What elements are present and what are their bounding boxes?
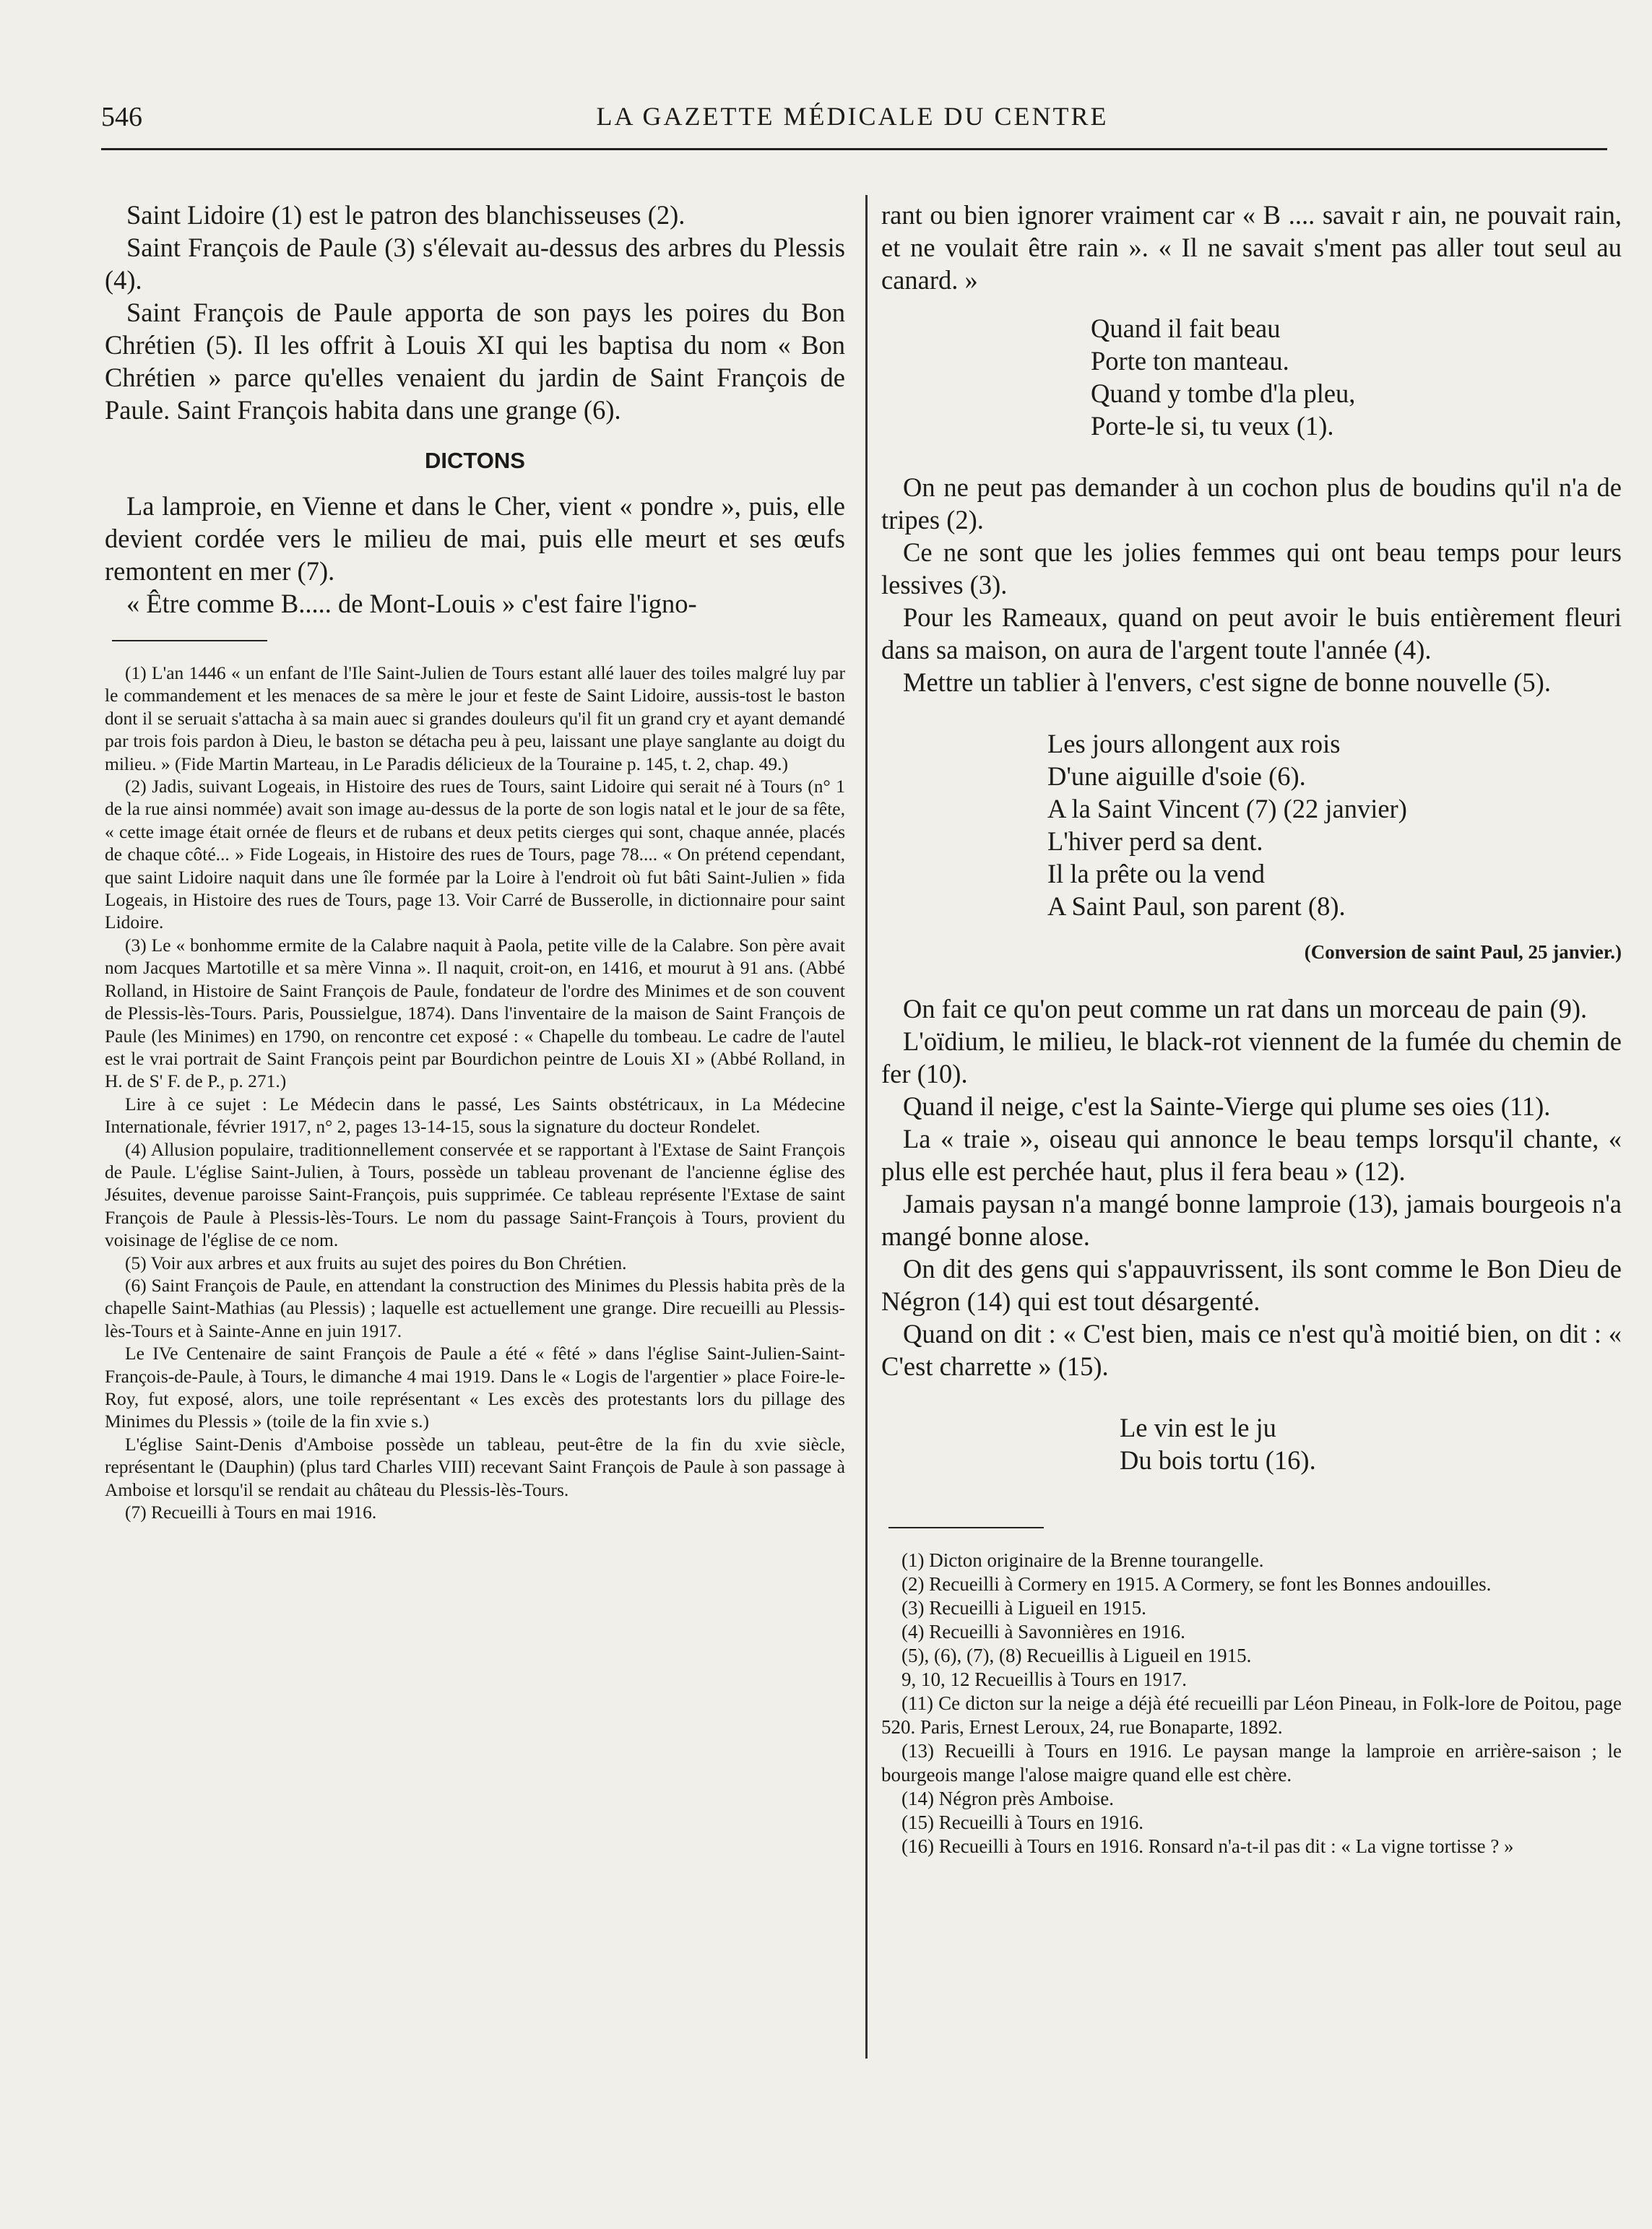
footnote: (2) Jadis, suivant Logeais, in Histoire des rues de Tours, saint Lidoire qui serait né à Tours (n° 1 de la rue ainsi nommée) avait son image au-dessus de la porte de son logis natal et le jour de sa fête, « cette image était ornée de fleurs et de rubans et deux petits cierges qui sont, chaque année, placés de chaque côté... » Fide Logeais, in Histoire des rues de Tours, page 78.... « On prétend cependant, que saint Lidoire naquit dans une île formée par la Loire à l'endroit où fut bâti Saint-Julien » fida Logeais, in Histoire des rues de Tours, page 13. Voir Carré de Busserolle, in dictionnaire pour saint Lidoire. bbox=[105, 776, 845, 933]
verse-line: Le vin est le ju bbox=[1120, 1413, 1276, 1442]
verse-line: Quand il fait beau bbox=[1091, 313, 1281, 343]
verse-line: A Saint Paul, son parent (8). bbox=[1047, 891, 1346, 921]
footnote-rule bbox=[888, 1527, 1044, 1528]
verse-line: D'une aiguille d'soie (6). bbox=[1047, 761, 1306, 791]
body-paragraph: Saint Lidoire (1) est le patron des blanchisseuses (2). bbox=[126, 200, 686, 230]
footnote: 9, 10, 12 Recueillis à Tours en 1917. bbox=[901, 1668, 1188, 1690]
page-number: 546 bbox=[101, 102, 142, 132]
verse-line: Du bois tortu (16). bbox=[1120, 1445, 1316, 1475]
footnote: (3) Le « bonhomme ermite de la Calabre naquit à Paola, petite ville de la Calabre. Son père avait nom Jacques Martotille et sa mère Vinna ». Il naquit, croit-on, en 1416, et mourut à 91 ans. (Abbé Rolland, in Histoire de Saint François de Paule, fondateur de l'ordre des Minimes et de son couvent de Plessis-lès-Tours. Paris, Poussielgue, 1874). Dans l'inventaire de la maison de Saint François de Paule (les Minimes) en 1790, on rencontre cet exposé : « Chapelle du tombeau. Le cadre de l'autel est le vrai portrait de Saint François peint par Bourdichon peintre de Louis XI » (Abbé Rolland, in H. de S' F. de P., p. 271.) bbox=[105, 934, 845, 1092]
dicton-paragraph: Quand il neige, c'est la Sainte-Vierge qui plume ses oies (11). bbox=[903, 1091, 1551, 1121]
running-title: LA GAZETTE MÉDICALE DU CENTRE bbox=[596, 102, 1109, 131]
dicton-paragraph: Mettre un tablier à l'envers, c'est signe de bonne nouvelle (5). bbox=[903, 667, 1551, 697]
footnote: (4) Recueilli à Savonnières en 1916. bbox=[901, 1621, 1185, 1642]
footnote: Le IVe Centenaire de saint François de Paule a été « fêté » dans l'église Saint-Julien-Saint-François-de-Paule, à Tours, le dimanche 4 mai 1919. Dans le « Logis de l'argentier » place Foire-le-Roy, fut exposé, alors, une toile représentant « Les excès des protestants lors du pillage des Minimes du Plessis » (toile de la fin xvie s.) bbox=[105, 1343, 845, 1432]
verse-line: Porte-le si, tu veux (1). bbox=[1091, 411, 1334, 441]
section-title: DICTONS bbox=[425, 448, 525, 473]
body-paragraph: Saint François de Paule apporta de son pays les poires du Bon Chrétien (5). Il les offrit à Louis XI qui les baptisa du nom « Bon Chrétien » parce qu'elles venaient du jardin de Saint François de Paule. Saint François habita dans une grange (6). bbox=[105, 298, 845, 425]
verse-line: A la Saint Vincent (7) (22 janvier) bbox=[1047, 794, 1407, 823]
footnote: Lire à ce sujet : Le Médecin dans le passé, Les Saints obstétricaux, in La Médecine Internationale, février 1917, n° 2, pages 13-14-15, sous la signature du docteur Rondelet. bbox=[105, 1093, 845, 1138]
dicton-paragraph: On dit des gens qui s'appauvrissent, ils sont comme le Bon Dieu de Négron (14) qui est tout désargenté. bbox=[881, 1254, 1622, 1316]
verse-line: Porte ton manteau. bbox=[1091, 346, 1289, 376]
page-header bbox=[94, 101, 1611, 137]
dicton-paragraph: La « traie », oiseau qui annonce le beau temps lorsqu'il chante, « plus elle est perchée haut, plus il fera beau » (12). bbox=[881, 1124, 1622, 1186]
dicton-paragraph: L'oïdium, le milieu, le black-rot viennent de la fumée du chemin de fer (10). bbox=[881, 1026, 1622, 1088]
header-rule bbox=[101, 148, 1607, 150]
dicton-paragraph: On fait ce qu'on peut comme un rat dans un morceau de pain (9). bbox=[903, 994, 1588, 1023]
body-paragraph: Saint François de Paule (3) s'élevait au-dessus des arbres du Plessis (4). bbox=[105, 233, 845, 295]
footnote: (13) Recueilli à Tours en 1916. Le paysan mange la lamproie en arrière-saison ; le bourgeois mange l'alose maigre quand elle est chère. bbox=[881, 1740, 1622, 1786]
footnote: (1) L'an 1446 « un enfant de l'Ile Saint-Julien de Tours estant allé lauer des toiles malgré luy par le commandement et les menaces de sa mère le jour et feste de Saint Lidoire, aussis-tost le baston dont il se seruait s'attacha à sa main auec si grandes douleurs qu'il fit un grand cry et ayant demandé par trois fois pardon à Dieu, le baston se détacha peu à peu, laissant une playe sanglante au doigt du milieu. » (Fide Martin Marteau, in Le Paradis délicieux de la Touraine p. 145, t. 2, chap. 49.) bbox=[105, 662, 845, 774]
body-paragraph: rant ou bien ignorer vraiment car « B .... savait r ain, ne pouvait rain, et ne voulait être rain ». « Il ne savait s'ment pas aller tout seul au canard. » bbox=[881, 200, 1622, 295]
footnote-rule bbox=[112, 640, 267, 641]
verse-line: Quand y tombe d'la pleu, bbox=[1091, 378, 1356, 408]
footnote: (16) Recueilli à Tours en 1916. Ronsard n'a-t-il pas dit : « La vigne tortisse ? » bbox=[901, 1835, 1514, 1857]
dicton-paragraph: Jamais paysan n'a mangé bonne lamproie (13), jamais bourgeois n'a mangé bonne alose. bbox=[881, 1189, 1622, 1251]
footnote: (7) Recueilli à Tours en mai 1916. bbox=[125, 1502, 377, 1523]
dicton-paragraph: Pour les Rameaux, quand on peut avoir le buis entièrement fleuri dans sa maison, on aura de l'argent toute l'année (4). bbox=[881, 602, 1622, 665]
column-divider bbox=[865, 195, 868, 2059]
right-column bbox=[881, 199, 1622, 1858]
dicton-paragraph: Ce ne sont que les jolies femmes qui ont beau temps pour leurs lessives (3). bbox=[881, 537, 1622, 600]
footnote: (4) Allusion populaire, traditionnellement conservée et se rapportant à l'Extase de Saint François de Paule. L'église Saint-Julien, à Tours, possède un tableau provenant de l'ancienne église des Jésuites, devenue paroisse Saint-François, puis supprimée. Ce tableau représente l'Extase de saint François de Paule à Plessis-lès-Tours. Le nom du passage Saint-François à Tours, provient du voisinage de l'église de ce nom. bbox=[105, 1138, 845, 1251]
dicton-paragraph: Quand on dit : « C'est bien, mais ce n'est qu'à moitié bien, on dit : « C'est charrette » (15). bbox=[881, 1319, 1622, 1381]
verse-line: Il la prête ou la vend bbox=[1047, 859, 1266, 888]
footnote: (11) Ce dicton sur la neige a déjà été recueilli par Léon Pineau, in Folk-lore de Poitou, page 520. Paris, Ernest Leroux, 24, rue Bonaparte, 1892. bbox=[881, 1692, 1622, 1738]
footnote: (1) Dicton originaire de la Brenne tourangelle. bbox=[901, 1549, 1264, 1571]
footnote: (6) Saint François de Paule, en attendant la construction des Minimes du Plessis habita près de la chapelle Saint-Mathias (au Plessis) ; laquelle est actuellement une grange. Dire recueilli au Plessis-lès-Tours et à Sainte-Anne en juin 1917. bbox=[105, 1274, 845, 1341]
left-column bbox=[105, 199, 845, 1523]
footnote: (14) Négron près Amboise. bbox=[901, 1788, 1114, 1809]
verse-line: Les jours allongent aux rois bbox=[1047, 729, 1341, 758]
footnote: (3) Recueilli à Ligueil en 1915. bbox=[901, 1597, 1146, 1619]
footnote: L'église Saint-Denis d'Amboise possède un tableau, peut-être de la fin du xvie siècle, représentant le (Dauphin) (plus tard Charles VIII) recevant Saint François de Paule à son passage à Amboise et lorsqu'il se rendait au château du Plessis-lès-Tours. bbox=[105, 1433, 845, 1500]
footnote: (15) Recueilli à Tours en 1916. bbox=[901, 1812, 1144, 1833]
dicton-paragraph: On ne peut pas demander à un cochon plus de boudins qu'il n'a de tripes (2). bbox=[881, 472, 1622, 534]
footnote: (5) Voir aux arbres et aux fruits au sujet des poires du Bon Chrétien. bbox=[125, 1252, 627, 1273]
verse-line: L'hiver perd sa dent. bbox=[1047, 826, 1263, 856]
footnote: (5), (6), (7), (8) Recueillis à Ligueil en 1915. bbox=[901, 1645, 1252, 1666]
dicton-paragraph: La lamproie, en Vienne et dans le Cher, vient « pondre », puis, elle devient cordée vers le milieu de mai, puis elle meurt et ses œufs remontent en mer (7). bbox=[105, 491, 845, 586]
footnote: (2) Recueilli à Cormery en 1915. A Cormery, se font les Bonnes andouilles. bbox=[901, 1573, 1492, 1595]
attribution: (Conversion de saint Paul, 25 janvier.) bbox=[1304, 941, 1622, 963]
dicton-paragraph: « Être comme B..... de Mont-Louis » c'est faire l'igno- bbox=[126, 589, 697, 618]
